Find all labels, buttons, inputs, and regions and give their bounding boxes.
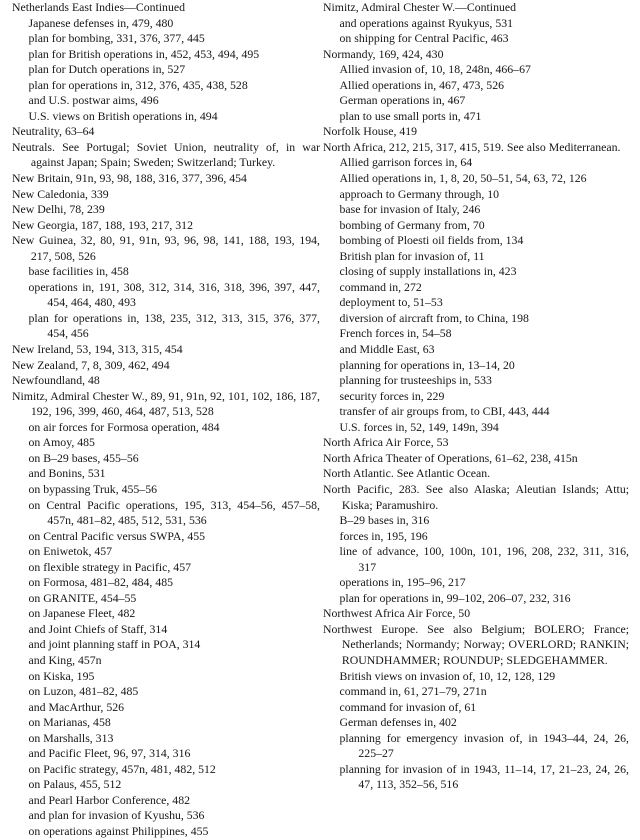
index-subentry: Japanese defenses in, 479, 480 [28,15,174,30]
index-subentry: command in, 61, 271–79, 271n [339,684,487,699]
index-subentry: and operations against Ryukyus, 531 [339,15,514,30]
index-column-right [323,0,629,793]
index-entry: North Atlantic. See Atlantic Ocean. [323,466,491,481]
index-subentry: on Formosa, 481–82, 484, 485 [28,575,174,590]
index-entry: Northwest Africa Air Force, 50 [323,606,471,621]
index-subentry: on Luzon, 481–82, 485 [28,684,139,699]
index-entry: North Africa Theater of Operations, 61–62, 238, 415n [323,450,578,465]
index-subentry: plan for operations in, 99–102, 206–07, 232, 316 [339,590,571,605]
index-subentry: and Pacific Fleet, 96, 97, 314, 316 [28,746,191,761]
index-entry: Netherlands East Indies—Continued [12,0,185,14]
index-subentry: on Amoy, 485 [28,435,95,450]
index-entry: Newfoundland, 48 [12,373,100,388]
index-subentry: on operations against Philippines, 455 [28,823,209,838]
index-subentry: Allied garrison forces in, 64 [339,155,473,170]
index-subentry: plan for bombing, 331, 376, 377, 445 [28,31,205,46]
index-subentry: and King, 457n [28,652,102,667]
index-subentry: and Joint Chiefs of Staff, 314 [28,621,168,636]
index-subentry: on air forces for Formosa operation, 484 [28,419,220,434]
index-subentry: on Eniwetok, 457 [28,544,113,559]
index-subentry: on shipping for Central Pacific, 463 [339,31,509,46]
index-subentry: on Central Pacific versus SWPA, 455 [28,528,206,543]
index-subentry: on flexible strategy in Pacific, 457 [28,559,192,574]
index-subentry: and Pearl Harbor Conference, 482 [28,792,191,807]
index-subentry: operations in, 191, 308, 312, 314, 316, 318, 396, 397, 447, 454, 464, 480, 493 [28,279,320,310]
index-entry: Neutrals. See Portugal; Soviet Union, neutrality of, in war against Japan; Spain; Sweden; Switzerland; Turkey. [12,139,320,170]
index-subentry: approach to Germany through, 10 [339,186,500,201]
index-subentry: planning for emergency invasion of, in 1943–44, 24, 26, 225–27 [339,730,629,761]
index-subentry: and Bonins, 531 [28,466,106,481]
index-subentry: plan for operations in, 138, 235, 312, 313, 315, 376, 377, 454, 456 [28,310,320,341]
index-subentry: closing of supply installations in, 423 [339,264,517,279]
index-subentry: on Marianas, 458 [28,715,111,730]
index-subentry: operations in, 195–96, 217 [339,575,466,590]
index-entry: New Ireland, 53, 194, 313, 315, 454 [12,342,183,357]
index-entry: New Zealand, 7, 8, 309, 462, 494 [12,357,170,372]
index-subentry: on B–29 bases, 455–56 [28,450,139,465]
index-subentry: plan for Dutch operations in, 527 [28,62,186,77]
index-column-left [12,0,320,840]
index-entry: New Britain, 91n, 93, 98, 188, 316, 377, 396, 454 [12,171,247,186]
index-entry: Neutrality, 63–64 [12,124,95,139]
index-subentry: planning for trusteeships in, 533 [339,373,492,388]
index-entry: North Africa Air Force, 53 [323,435,449,450]
index-subentry: plan to use small ports in, 471 [339,108,482,123]
index-subentry: on Japanese Fleet, 482 [28,606,136,621]
index-subentry: U.S. views on British operations in, 494 [28,108,218,123]
index-entry: North Pacific, 283. See also Alaska; Aleutian Islands; Attu; Kiska; Paramushiro. [323,481,629,512]
index-subentry: on bypassing Truk, 455–56 [28,481,157,496]
index-subentry: on Kiska, 195 [28,668,95,683]
index-subentry: transfer of air groups from, to CBI, 443, 444 [339,404,550,419]
index-subentry: and Middle East, 63 [339,342,435,357]
index-subentry: planning for operations in, 13–14, 20 [339,357,515,372]
index-subentry: command in, 272 [339,279,422,294]
index-subentry: on GRANITE, 454–55 [28,590,137,605]
index-subentry: on Central Pacific operations, 195, 313, 454–56, 457–58, 457n, 481–82, 485, 512, 531, 536 [28,497,320,528]
index-subentry: security forces in, 229 [339,388,445,403]
index-entry: New Delhi, 78, 239 [12,202,105,217]
index-subentry: British plan for invasion of, 11 [339,248,485,263]
index-subentry: on Pacific strategy, 457n, 481, 482, 512 [28,761,216,776]
index-subentry: and MacArthur, 526 [28,699,125,714]
index-entry: Norfolk House, 419 [323,124,418,139]
index-subentry: German defenses in, 402 [339,715,457,730]
index-subentry: and joint planning staff in POA, 314 [28,637,201,652]
index-subentry: B–29 bases in, 316 [339,513,430,528]
index-subentry: bombing of Germany from, 70 [339,217,485,232]
index-subentry: on Marshalls, 313 [28,730,114,745]
index-subentry: command for invasion of, 61 [339,699,477,714]
index-entry: Normandy, 169, 424, 430 [323,46,444,61]
index-subentry: Allied invasion of, 10, 18, 248n, 466–67 [339,62,531,77]
index-subentry: plan for operations in, 312, 376, 435, 438, 528 [28,77,248,92]
index-subentry: and plan for invasion of Kyushu, 536 [28,808,205,823]
index-entry: New Guinea, 32, 80, 91, 91n, 93, 96, 98, 141, 188, 193, 194, 217, 508, 526 [12,233,320,263]
index-subentry: bombing of Ploesti oil fields from, 134 [339,233,524,248]
index-subentry: line of advance, 100, 100n, 101, 196, 208, 232, 311, 316, 317 [339,544,629,574]
index-entry: Northwest Europe. See also Belgium; BOLERO; France; Netherlands; Normandy; Norway; OVERLORD; RANKIN; ROUNDHAMMER; ROUNDUP; SLEDGEHAMMER. [323,621,629,667]
index-subentry: Allied operations in, 1, 8, 20, 50–51, 54, 63, 72, 126 [339,171,587,186]
index-subentry: German operations in, 467 [339,93,466,108]
index-subentry: British views on invasion of, 10, 12, 128, 129 [339,668,556,683]
index-subentry: plan for British operations in, 452, 453, 494, 495 [28,46,260,61]
index-entry: North Africa, 212, 215, 317, 415, 519. See also Mediterranean. [323,139,621,154]
index-subentry: on Palaus, 455, 512 [28,777,122,792]
index-subentry: base facilities in, 458 [28,264,129,279]
index-entry: Nimitz, Admiral Chester W., 89, 91, 91n, 92, 101, 102, 186, 187, 192, 196, 399, 460, 464, 487, 513, 528 [12,388,320,419]
index-subentry: U.S. forces in, 52, 149, 149n, 394 [339,419,499,434]
index-subentry: deployment to, 51–53 [339,295,443,310]
index-entry: New Georgia, 187, 188, 193, 217, 312 [12,217,193,232]
index-subentry: forces in, 195, 196 [339,528,428,543]
index-subentry: and U.S. postwar aims, 496 [28,93,159,108]
index-subentry: planning for invasion of in 1943, 11–14, 17, 21–23, 24, 26, 47, 113, 352–56, 516 [339,761,629,792]
index-subentry: diversion of aircraft from, to China, 198 [339,310,529,325]
index-subentry: Allied operations in, 467, 473, 526 [339,77,504,92]
index-entry: New Caledonia, 339 [12,186,109,201]
index-subentry: French forces in, 54–58 [339,326,452,341]
index-entry: Nimitz, Admiral Chester W.—Continued [323,0,516,14]
index-subentry: base for invasion of Italy, 246 [339,202,481,217]
